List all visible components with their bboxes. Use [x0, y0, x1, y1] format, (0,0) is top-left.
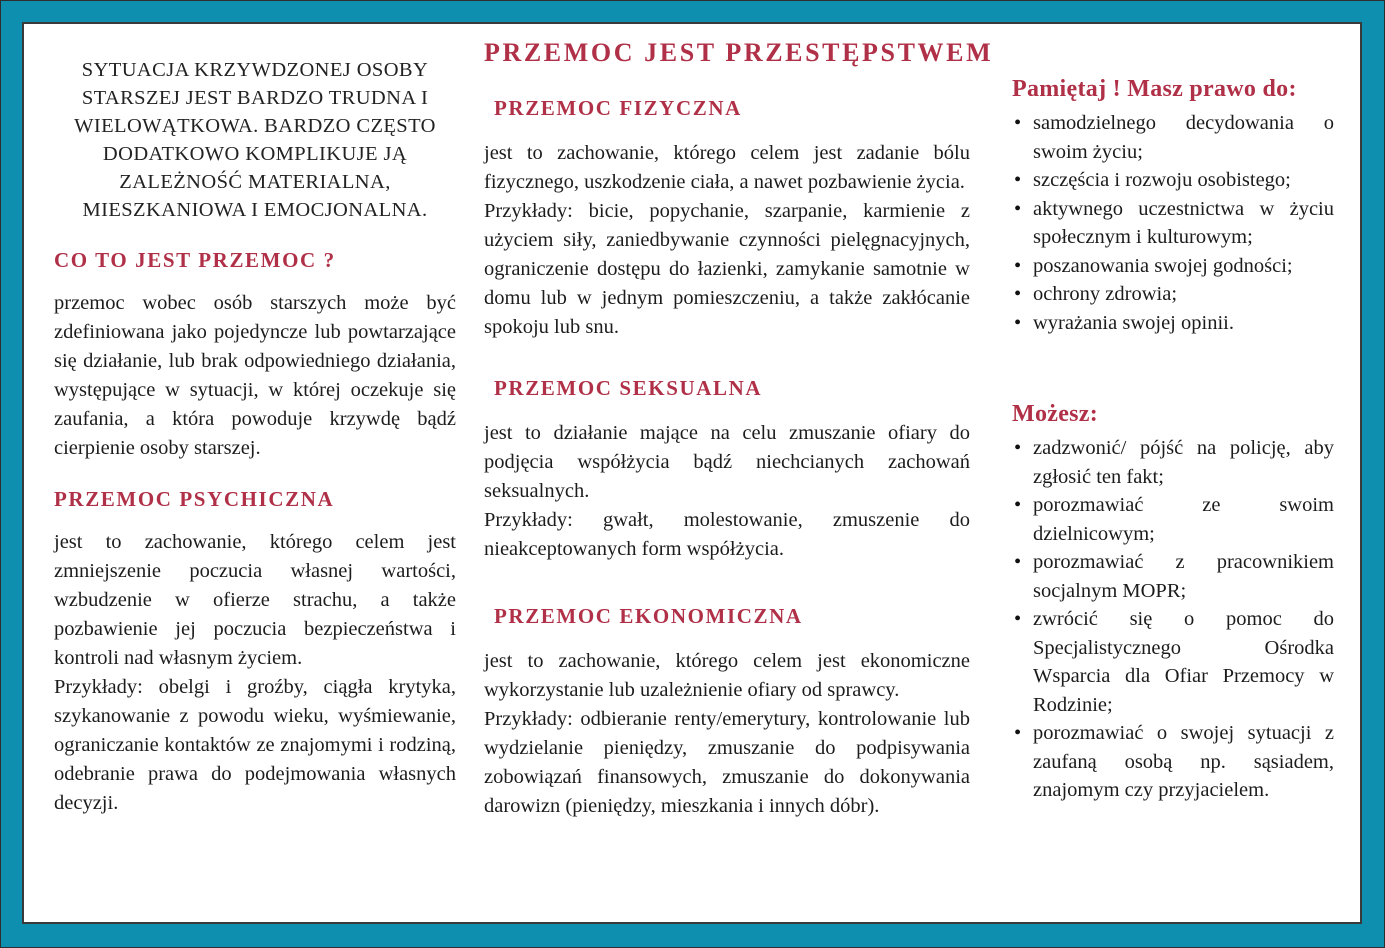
rights-list-item: • szczęścia i rozwoju osobistego;: [1012, 166, 1334, 195]
heading-mozesz: Możesz:: [1012, 401, 1099, 427]
leaflet-page: [22, 22, 1362, 924]
seksualna-examples: Przykłady: gwałt, molestowanie, zmuszenie do nieakceptowanych form współżycia.: [484, 509, 970, 560]
ekonomiczna-examples: Przykłady: odbieranie renty/emerytury, kontrolowanie lub wydzielanie pieniędzy, zmuszanie do podpisywania zobowiązań finansowych, zmuszanie do dokonywania darowizn (pieniędzy, mieszkania i innych dóbr).: [484, 708, 970, 817]
fizyczna-definition: jest to zachowanie, którego celem jest zadanie bólu fizycznego, uszkodzenie ciała, a nawet pozbawienie życia.: [484, 142, 970, 193]
rights-list-item: • aktywnego uczestnictwa w życiu społecznym i kulturowym;: [1012, 195, 1334, 252]
ekonomiczna-definition: jest to zachowanie, którego celem jest ekonomiczne wykorzystanie lub uzależnienie ofiary od sprawcy.: [484, 650, 970, 701]
heading-przemoc-psychiczna: PRZEMOC PSYCHICZNA: [54, 487, 335, 511]
rights-list-item: • ochrony zdrowia;: [1012, 280, 1334, 309]
rights-list-item: • wyrażania swojej opinii.: [1012, 309, 1334, 338]
page-title: PRZEMOC JEST PRZESTĘPSTWEM: [484, 38, 994, 67]
actions-list-item: • porozmawiać z pracownikiem socjalnym MOPR;: [1012, 548, 1334, 605]
rights-list: [1012, 109, 1334, 337]
psychiczna-examples: Przykłady: obelgi i groźby, ciągła krytyka, szykanowanie z powodu wieku, wyśmiewanie, ograniczanie kontaktów ze znajomymi i rodziną, odebranie prawa do podejmowania własnych decyzji.: [54, 676, 456, 814]
actions-list-item: • zadzwonić/ pójść na policję, aby zgłosić ten fakt;: [1012, 434, 1334, 491]
heading-przemoc-seksualna: PRZEMOC SEKSUALNA: [494, 376, 763, 400]
actions-list: [1012, 434, 1334, 805]
right-column: [1012, 32, 1334, 914]
heading-przemoc-fizyczna: PRZEMOC FIZYCZNA: [494, 96, 742, 120]
heading-przemoc-ekonomiczna: PRZEMOC EKONOMICZNA: [494, 604, 803, 628]
actions-list-item: • porozmawiać o swojej sytuacji z zaufaną osobą np. sąsiadem, znajomym czy przyjacielem.: [1012, 719, 1334, 805]
fizyczna-examples: Przykłady: bicie, popychanie, szarpanie, karmienie z użyciem siły, zaniedbywanie czynności pielęgnacyjnych, ograniczenie dostępu do łazienki, zamykanie samotnie w domu lub w jednym pomieszczeniu, a także zakłócanie spokoju lub snu.: [484, 200, 970, 338]
actions-list-item: • porozmawiać ze swoim dzielnicowym;: [1012, 491, 1334, 548]
middle-column: [484, 32, 994, 914]
seksualna-definition: jest to działanie mające na celu zmuszanie ofiary do podjęcia współżycia bądź niechcianych zachowań seksualnych.: [484, 422, 970, 502]
rights-list-item: • poszanowania swojej godności;: [1012, 252, 1334, 281]
rights-list-item: • samodzielnego decydowania o swoim życiu;: [1012, 109, 1334, 166]
intro-text: SYTUACJA KRZYWDZONEJ OSOBY STARSZEJ JEST BARDZO TRUDNA I WIELOWĄTKOWA. BARDZO CZĘSTO DODATKOWO KOMPLIKUJE JĄ ZALEŻNOŚĆ MATERIALNA, MIESZKANIOWA I EMOCJONALNA.: [74, 59, 436, 221]
left-column: [54, 32, 456, 914]
heading-co-to-jest-przemoc: CO TO JEST PRZEMOC ?: [54, 248, 336, 272]
what-is-violence-body: przemoc wobec osób starszych może być zdefiniowana jako pojedyncze lub powtarzające się działanie, lub brak odpowiedniego działania, występujące w sytuacji, w której oczekuje się zaufania, a która powoduje krzywdę bądź cierpienie osoby starszej.: [54, 292, 456, 459]
psychiczna-definition: jest to zachowanie, którego celem jest zmniejszenie poczucia własnej wartości, wzbudzenie w ofierze strachu, a także pozbawienie jej poczucia bezpieczeństwa i kontroli nad własnym życiem.: [54, 531, 456, 669]
actions-list-item: • zwrócić się o pomoc do Specjalistycznego Ośrodka Wsparcia dla Ofiar Przemocy w Rodzinie;: [1012, 605, 1334, 719]
heading-masz-prawo-do: Pamiętaj ! Masz prawo do:: [1012, 76, 1297, 102]
